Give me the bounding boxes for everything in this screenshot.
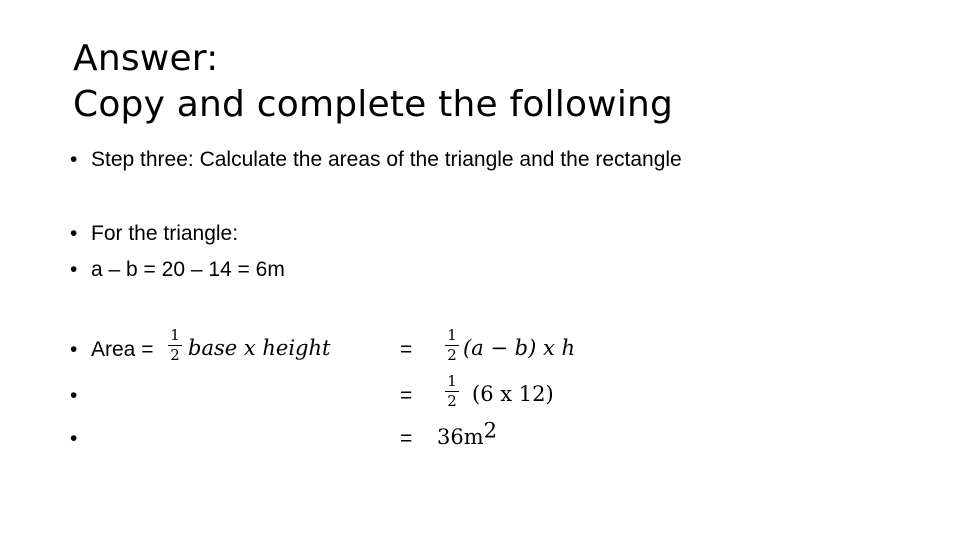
- title-line-2: Copy and complete the following: [73, 84, 674, 125]
- eq1-fraction: [445, 327, 459, 364]
- title-line-1: Answer:: [73, 38, 219, 79]
- bullet-dot: •: [70, 338, 78, 361]
- fraction-denominator: 2: [447, 346, 457, 364]
- fraction-numerator: 1: [447, 326, 457, 344]
- eq3-value: 36m: [437, 425, 484, 449]
- eq1-expression: (a − b) x h: [463, 336, 576, 360]
- step-three-text: Step three: Calculate the areas of the triangle and the rectangle: [91, 148, 682, 171]
- eq2-expression: (6 x 12): [472, 382, 554, 406]
- area-label: Area =: [91, 338, 154, 361]
- bullet-dot: •: [70, 222, 78, 245]
- fraction-denominator: 2: [170, 346, 180, 364]
- equals-sign-2: =: [400, 384, 413, 407]
- equals-sign-1: =: [400, 338, 413, 361]
- fraction-denominator: 2: [447, 392, 457, 410]
- equals-sign-3: =: [400, 427, 413, 450]
- bullet-dot: •: [70, 258, 78, 281]
- eq3-exponent: 2: [483, 418, 498, 443]
- bullet-dot: •: [70, 148, 78, 171]
- eq2-fraction: [445, 373, 459, 410]
- bullet-dot: •: [70, 384, 78, 407]
- eq3-result: [437, 418, 498, 449]
- slide-title: [73, 36, 673, 128]
- area-formula: base x height: [188, 336, 331, 360]
- fraction-numerator: 1: [447, 372, 457, 390]
- area-fraction: [168, 327, 182, 364]
- bullet-dot: •: [70, 427, 78, 450]
- fraction-numerator: 1: [170, 326, 180, 344]
- for-triangle-text: For the triangle:: [91, 222, 239, 245]
- difference-text: a – b = 20 – 14 = 6m: [91, 258, 285, 281]
